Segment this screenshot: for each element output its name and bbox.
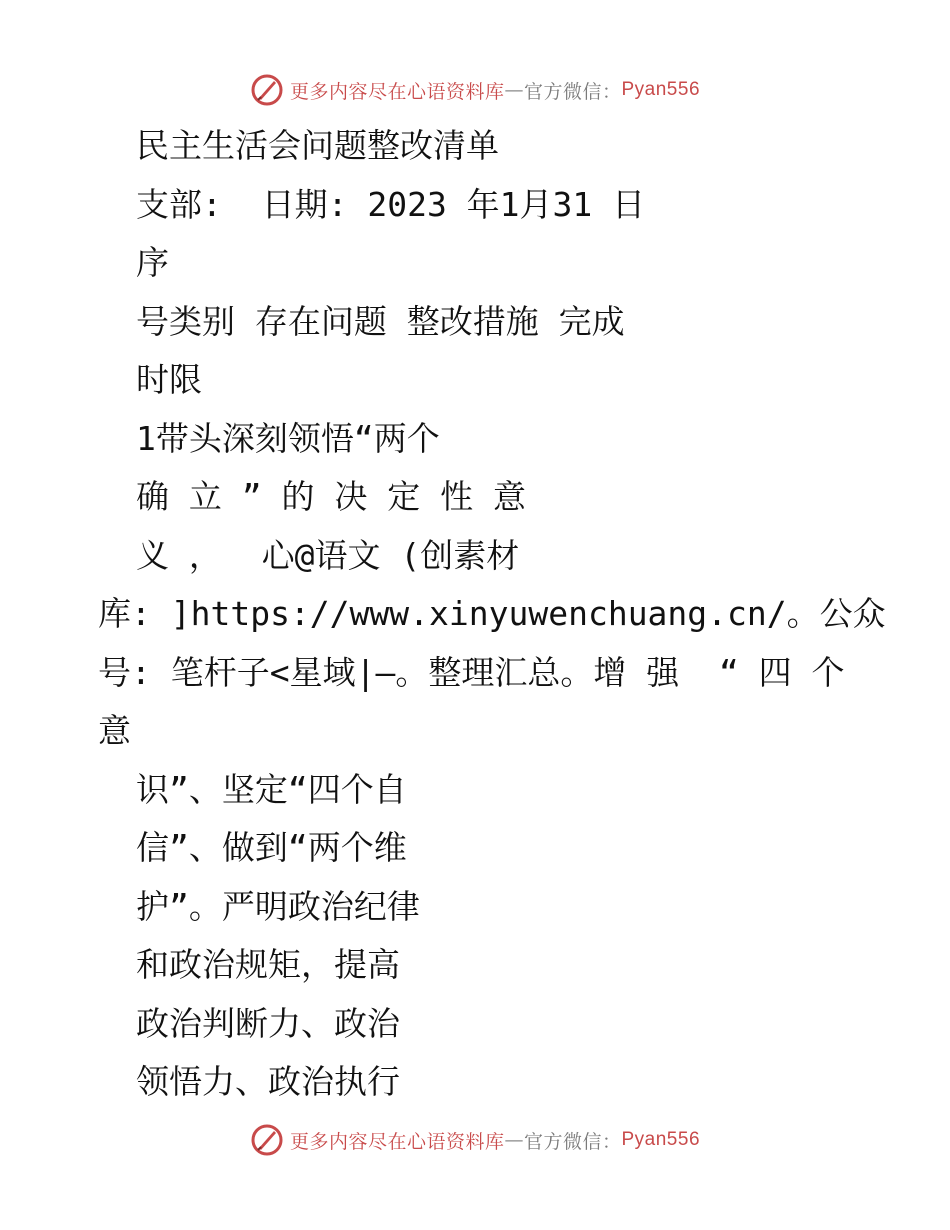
- doc-line: 识”、坚定“四个自: [136, 770, 407, 809]
- doc-line: 确 立 ” 的 决 定 性 意: [136, 477, 526, 516]
- doc-line: 信”、做到“两个维: [136, 828, 407, 867]
- watermark-separator: —: [504, 1129, 524, 1151]
- doc-line: 号类别 存在问题 整改措施 完成: [136, 302, 625, 341]
- doc-line: 义 ， 心@语文 (创素材: [136, 536, 520, 575]
- watermark-wechat-id: Pyan556: [621, 1129, 701, 1150]
- watermark-wechat-label: 官方微信：: [523, 80, 622, 103]
- doc-line: 支部: 日期: 2023 年1月31 日: [136, 185, 646, 224]
- watermark-wechat-label: 官方微信：: [523, 1130, 622, 1153]
- doc-line: 库: ]https://www.xinyuwenchuang.cn/。公众: [98, 594, 886, 633]
- doc-line: 时限: [136, 360, 202, 399]
- watermark-separator: —: [504, 79, 524, 101]
- watermark-text: 更多内容尽在心语资料库: [289, 1130, 505, 1153]
- watermark-banner-top: [0, 70, 950, 110]
- doc-line: 意: [98, 711, 131, 750]
- watermark-text: 更多内容尽在心语资料库: [289, 80, 505, 103]
- doc-line: 政治判断力、政治: [136, 1004, 400, 1043]
- doc-line: 1带头深刻领悟“两个: [136, 419, 440, 458]
- feather-quill-icon: [250, 73, 284, 107]
- doc-line: 序: [136, 243, 169, 282]
- feather-quill-icon: [250, 1123, 284, 1157]
- doc-line: 号: 笔杆子<星域|—。整理汇总。增 强 “ 四 个: [98, 653, 845, 692]
- doc-line: 领悟力、政治执行: [136, 1062, 400, 1101]
- doc-line: 和政治规矩，提高: [136, 945, 400, 984]
- watermark-banner-bottom: [0, 1120, 950, 1160]
- doc-line: 护”。严明政治纪律: [136, 887, 420, 926]
- watermark-wechat-id: Pyan556: [621, 79, 701, 100]
- doc-title: 民主生活会问题整改清单: [136, 126, 499, 165]
